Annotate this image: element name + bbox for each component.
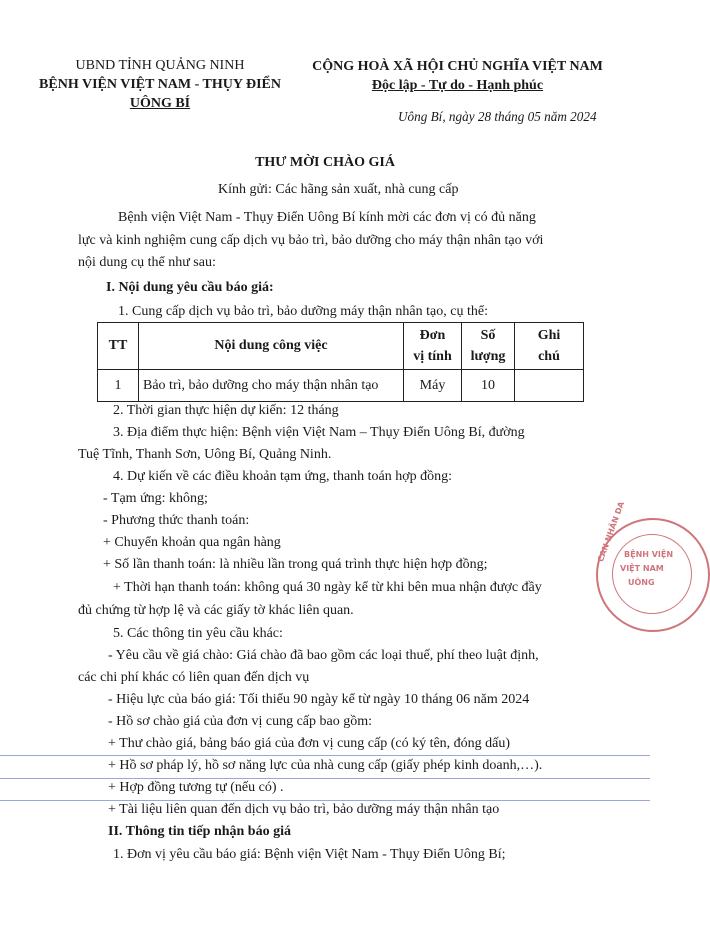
- col-tt-header: TT: [98, 323, 139, 370]
- list-item: - Hiệu lực của báo giá: Tối thiểu 90 ngày kể từ ngày 10 tháng 06 năm 2024: [108, 692, 530, 707]
- col-note-header: Ghi chú: [515, 323, 584, 370]
- section-heading: I. Nội dung yêu cầu báo giá:: [106, 280, 274, 295]
- row-qty: 10: [462, 370, 515, 402]
- list-item: + Thời hạn thanh toán: không quá 30 ngày kể từ khi bên mua nhận được đầy: [113, 580, 542, 595]
- table-row: [98, 370, 584, 402]
- org-parent: UBND TỈNH QUẢNG NINH: [75, 58, 245, 73]
- row-content: Bảo trì, bảo dưỡng cho máy thận nhân tạo: [139, 370, 404, 402]
- intro-line: Bệnh viện Việt Nam - Thụy Điển Uông Bí kính mời các đơn vị có đủ năng: [118, 210, 536, 225]
- list-item: đủ chứng từ hợp lệ và các giấy tờ khác liên quan.: [78, 603, 354, 618]
- seal-text: VIỆT NAM: [620, 564, 664, 573]
- list-item: Tuệ Tĩnh, Thanh Sơn, Uông Bí, Quảng Ninh.: [78, 447, 332, 462]
- org-name: BỆNH VIỆN VIỆT NAM - THỤY ĐIỂN: [39, 77, 281, 92]
- list-item: 1. Cung cấp dịch vụ bảo trì, bảo dưỡng máy thận nhân tạo, cụ thể:: [118, 304, 488, 319]
- list-item: - Yêu cầu về giá chào: Giá chào đã bao gồm các loại thuế, phí theo luật định,: [108, 648, 539, 663]
- list-item: - Phương thức thanh toán:: [103, 513, 250, 528]
- seal-stamp: [596, 500, 710, 632]
- intro-line: lực và kinh nghiệm cung cấp dịch vụ bảo trì, bảo dưỡng cho máy thận nhân tạo với: [78, 233, 544, 248]
- seal-text: BỆNH VIỆN: [624, 550, 674, 559]
- seal-text: UÔNG: [628, 578, 655, 587]
- list-item: 5. Các thông tin yêu cầu khác:: [113, 626, 283, 641]
- document-title: THƯ MỜI CHÀO GIÁ: [255, 155, 395, 170]
- list-item: + Chuyển khoản qua ngân hàng: [103, 535, 281, 550]
- list-item: 2. Thời gian thực hiện dự kiến: 12 tháng: [113, 403, 339, 418]
- list-item: + Số lần thanh toán: là nhiều lần trong quá trình thực hiện hợp đồng;: [103, 557, 488, 572]
- list-item: các chi phí khác có liên quan đến dịch vụ: [78, 670, 310, 685]
- seal-text: CAN NHÂN DA: [596, 500, 627, 564]
- scan-line: [0, 800, 650, 801]
- row-note: [515, 370, 584, 402]
- national-motto: Độc lập - Tự do - Hạnh phúc: [371, 78, 544, 93]
- list-item: 4. Dự kiến về các điều khoản tạm ứng, thanh toán hợp đồng:: [113, 469, 453, 484]
- seal-inner-ring: [612, 534, 692, 614]
- section-heading: II. Thông tin tiếp nhận báo giá: [108, 824, 291, 839]
- recipient: Kính gửi: Các hãng sản xuất, nhà cung cấp: [218, 182, 459, 197]
- list-item: - Tạm ứng: không;: [103, 491, 208, 506]
- list-item: 1. Đơn vị yêu cầu báo giá: Bệnh viện Việt Nam - Thụy Điển Uông Bí;: [113, 847, 506, 862]
- scan-line: [0, 755, 650, 756]
- table-header-row: [98, 323, 584, 370]
- row-unit: Máy: [404, 370, 462, 402]
- list-item: + Thư chào giá, bảng báo giá của đơn vị cung cấp (có ký tên, đóng dấu): [108, 736, 511, 751]
- work-table: [97, 322, 584, 402]
- list-item: - Hồ sơ chào giá của đơn vị cung cấp bao gồm:: [108, 714, 373, 729]
- national-title: CỘNG HOÀ XÃ HỘI CHỦ NGHĨA VIỆT NAM: [312, 59, 603, 74]
- org-name-city: UÔNG BÍ: [129, 96, 191, 111]
- list-item: + Hợp đồng tương tự (nếu có) .: [108, 780, 284, 795]
- col-qty-header: Số lượng: [462, 323, 515, 370]
- intro-line: nội dung cụ thể như sau:: [78, 255, 216, 270]
- list-item: + Hồ sơ pháp lý, hồ sơ năng lực của nhà cung cấp (giấy phép kinh doanh,…).: [108, 758, 543, 773]
- col-unit-header: Đơn vị tính: [404, 323, 462, 370]
- place-date: Uông Bí, ngày 28 tháng 05 năm 2024: [398, 109, 597, 124]
- col-content-header: Nội dung công việc: [139, 323, 404, 370]
- list-item: 3. Địa điểm thực hiện: Bệnh viện Việt Nam – Thụy Điển Uông Bí, đường: [113, 425, 525, 440]
- row-tt: 1: [98, 370, 139, 402]
- list-item: + Tài liệu liên quan đến dịch vụ bảo trì, bảo dưỡng máy thận nhân tạo: [108, 802, 500, 817]
- scan-line: [0, 778, 650, 779]
